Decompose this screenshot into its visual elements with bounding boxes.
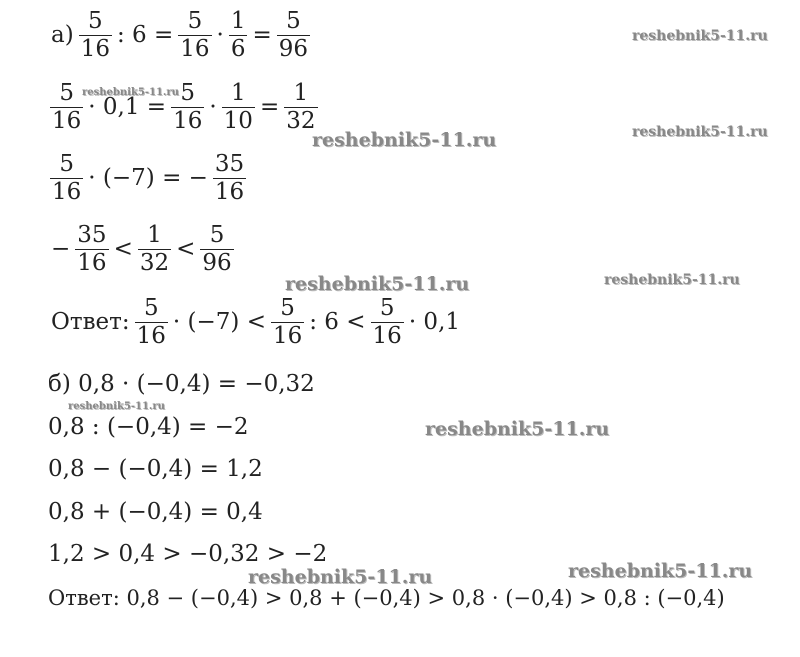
operator: · (−7) = − (88, 165, 208, 191)
part-b-line-4: 0,8 + (−0,4) = 0,4 (48, 499, 263, 525)
watermark: reshebnik5-11.ru (248, 566, 433, 588)
fraction: $\frac{5}{16}$ (272, 295, 303, 349)
fraction: $\frac{1}{10}$ (223, 80, 253, 134)
operator: : 6 = (116, 22, 174, 48)
fraction: $\frac{5}{16}$ (136, 295, 166, 349)
answer-label: Ответ: (51, 309, 130, 335)
operator: · 0,1 = (88, 94, 167, 120)
operator: · 0,1 (408, 309, 461, 335)
part-b-line-5: 1,2 > 0,4 > −0,32 > −2 (48, 541, 328, 567)
fraction: $\frac{5}{16}$ (52, 151, 82, 205)
part-b-answer: Ответ: 0,8 − (−0,4) > 0,8 + (−0,4) > 0,8 · (−0,4) > 0,8 : (−0,4) (48, 586, 725, 610)
fraction: $\frac{5}{96}$ (278, 8, 309, 62)
fraction: $\frac{5}{16}$ (180, 8, 210, 62)
part-a-answer (48, 297, 463, 348)
watermark: reshebnik5-11.ru (632, 124, 768, 140)
fraction: $\frac{5}{96}$ (202, 222, 232, 276)
operator: = (259, 94, 280, 120)
fraction: $\frac{5}{16}$ (372, 295, 402, 349)
part-a-line-3 (48, 153, 248, 204)
part-b-line-2: 0,8 : (−0,4) = −2 (48, 414, 249, 440)
part-a-line-4 (48, 224, 236, 275)
part-a-line-1 (48, 10, 312, 61)
operator: · (−7) < (172, 309, 266, 335)
part-a-label: а) (51, 22, 74, 48)
fraction: $\frac{1}{32}$ (139, 222, 170, 276)
part-b-line-3: 0,8 − (−0,4) = 1,2 (48, 456, 263, 482)
operator: < (176, 236, 196, 262)
fraction: $\frac{5}{16}$ (173, 80, 203, 134)
fraction: $\frac{1}{32}$ (286, 80, 316, 134)
watermark: reshebnik5-11.ru (312, 129, 497, 151)
operator: = (252, 22, 272, 48)
minus-sign: − (51, 236, 71, 262)
fraction: $\frac{5}{16}$ (52, 80, 82, 134)
watermark: reshebnik5-11.ru (82, 87, 179, 98)
watermark: reshebnik5-11.ru (568, 560, 753, 582)
operator: · (216, 22, 224, 48)
watermark: reshebnik5-11.ru (285, 273, 470, 295)
fraction: $\frac{35}{16}$ (214, 151, 245, 205)
watermark: reshebnik5-11.ru (425, 418, 610, 440)
fraction: $\frac{35}{16}$ (77, 222, 107, 276)
watermark: reshebnik5-11.ru (604, 272, 740, 288)
watermark: reshebnik5-11.ru (68, 401, 165, 412)
fraction: $\frac{5}{16}$ (80, 8, 110, 62)
operator: < (113, 236, 133, 262)
operator: : 6 < (309, 309, 366, 335)
watermark: reshebnik5-11.ru (632, 28, 768, 44)
fraction: $\frac{1}{6}$ (230, 8, 246, 62)
part-b-line-1: б) 0,8 · (−0,4) = −0,32 (48, 371, 315, 397)
operator: · (209, 94, 217, 120)
